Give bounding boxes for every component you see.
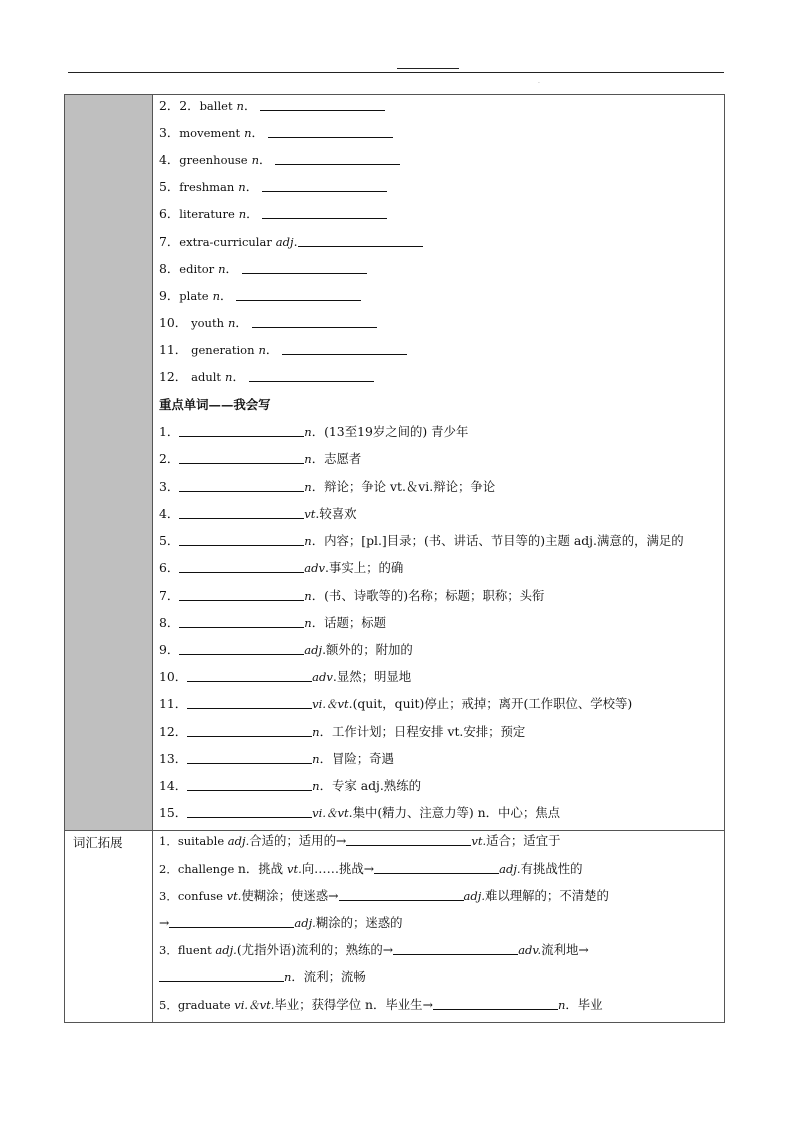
answer-blank[interactable] (179, 481, 304, 492)
expansion-item: 2．challenge n．挑战 vt.向……挑战→ adj.有挑战性的 (159, 861, 583, 876)
answer-blank[interactable] (433, 999, 558, 1010)
vocab-item: 10． adv.显然；明显地 (159, 669, 412, 684)
vocab-item: 2．2．ballet n． (159, 92, 385, 119)
answer-blank[interactable] (187, 671, 312, 682)
answer-blank[interactable] (169, 917, 294, 928)
expansion-item: → adj.糊涂的；迷惑的 (159, 915, 403, 930)
vocab-item: 12． n．工作计划；日程安排 vt.安排；预定 (159, 724, 526, 739)
answer-blank[interactable] (393, 944, 518, 955)
expansion-item: 5．graduate vi.＆vt.毕业；获得学位 n．毕业生→ n．毕业 (159, 997, 603, 1012)
vocab-item: 1． n．(13至19岁之间的) 青少年 (159, 424, 469, 439)
expansion-item: 3．fluent adj.(尤指外语)流利的；熟练的→ adv.流利地→ (159, 942, 589, 957)
vocabulary-table (64, 94, 725, 1023)
answer-blank[interactable] (187, 807, 312, 818)
answer-blank[interactable] (179, 426, 304, 437)
answer-blank[interactable] (179, 644, 304, 655)
vocab-item: 11． vi.＆vt.(quit，quit)停止；戒掉；离开(工作职位、学校等) (159, 696, 633, 711)
answer-blank[interactable] (260, 100, 385, 111)
vocab-item: 4．greenhouse n． (159, 146, 400, 173)
vocab-item: 2． n．志愿者 (159, 451, 362, 466)
vocab-item: 9． adj.额外的；附加的 (159, 642, 413, 657)
expansion-item: 1．suitable adj.合适的；适用的→ vt.适合；适宜于 (159, 833, 561, 848)
answer-blank[interactable] (275, 154, 400, 165)
answer-blank[interactable] (346, 835, 471, 846)
answer-blank[interactable] (236, 290, 361, 301)
answer-blank[interactable] (374, 863, 499, 874)
header-underline-mark (397, 68, 459, 69)
expansion-item: 3．confuse vt.使糊涂；使迷惑→ adj.难以理解的；不清楚的 (159, 888, 609, 903)
answer-blank[interactable] (179, 590, 304, 601)
vocab-item: 8．editor n． (159, 255, 367, 282)
vocab-item: 5． n．内容；[pl.]目录；(书、讲话、节目等的)主题 adj.满意的，满足的 (159, 533, 684, 548)
vocab-item: 12． adult n． (159, 363, 374, 390)
vocab-item: 3．movement n． (159, 119, 393, 146)
answer-blank[interactable] (252, 317, 377, 328)
answer-blank[interactable] (187, 780, 312, 791)
answer-blank[interactable] (187, 698, 312, 709)
vocab-item: 6． adv.事实上；的确 (159, 560, 404, 575)
answer-blank[interactable] (242, 263, 367, 274)
answer-blank[interactable] (179, 535, 304, 546)
vocab-item: 6．literature n． (159, 200, 387, 227)
answer-blank[interactable] (262, 208, 387, 219)
answer-blank[interactable] (249, 371, 374, 382)
left-gray-cell (65, 95, 153, 830)
answer-blank[interactable] (179, 453, 304, 464)
answer-blank[interactable] (187, 726, 312, 737)
answer-blank[interactable] (179, 562, 304, 573)
answer-blank[interactable] (282, 344, 407, 355)
answer-blank[interactable] (179, 508, 304, 519)
vocab-item: 3． n．辩论；争论 vt.＆vi.辩论；争论 (159, 479, 496, 494)
vocab-item: 7．extra-curricular adj. (159, 228, 423, 255)
vocab-item: 14． n．专家 adj.熟练的 (159, 778, 421, 793)
left-label-cell (65, 830, 153, 1023)
answer-blank[interactable] (298, 236, 423, 247)
vocab-item: 10． youth n． (159, 309, 377, 336)
vocab-item: 8． n．话题；标题 (159, 615, 387, 630)
answer-blank[interactable] (339, 890, 464, 901)
section-heading-key-words: 重点单词——我会写 (159, 397, 271, 412)
vocab-item: 5．freshman n． (159, 173, 387, 200)
vocab-item: 7． n．(书、诗歌等的)名称；标题；职称；头衔 (159, 588, 545, 603)
vocab-item: 4． vt.较喜欢 (159, 506, 357, 521)
header-rule (68, 72, 724, 73)
vocab-item: 15． vi.＆vt.集中(精力、注意力等) n．中心；焦点 (159, 805, 561, 820)
expansion-label: 词汇拓展 (73, 835, 123, 850)
answer-blank[interactable] (268, 127, 393, 138)
vocab-item: 13． n．冒险；奇遇 (159, 751, 394, 766)
answer-blank[interactable] (262, 181, 387, 192)
answer-blank[interactable] (159, 971, 284, 982)
vocab-item: 11． generation n． (159, 336, 407, 363)
expansion-item: n．流利；流畅 (159, 963, 366, 990)
answer-blank[interactable] (179, 617, 304, 628)
header-dot: . (538, 78, 540, 85)
answer-blank[interactable] (187, 753, 312, 764)
vocab-item: 9．plate n． (159, 282, 361, 309)
